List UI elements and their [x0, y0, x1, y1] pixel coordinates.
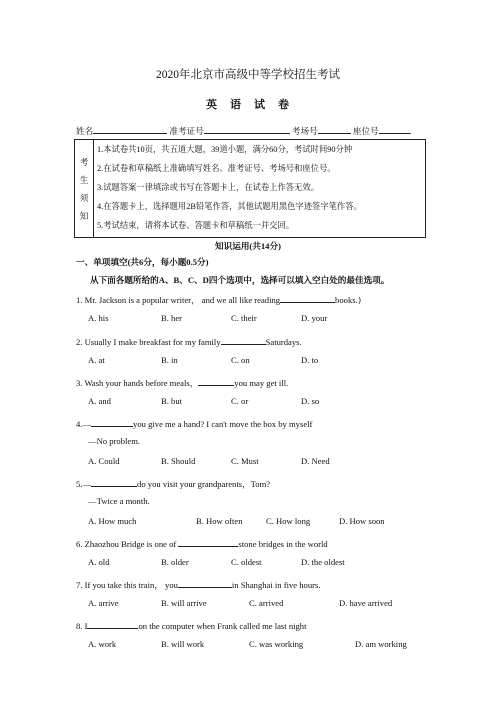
dialogue-reply: —Twice a month.	[88, 496, 150, 506]
option-d: D. your	[301, 313, 328, 323]
option-c: C. or	[231, 396, 249, 406]
question-8	[76, 619, 306, 631]
answer-blank	[198, 376, 234, 386]
question-3	[76, 376, 288, 389]
notice-head-char: 生	[79, 175, 89, 185]
option-c: C. on	[231, 355, 250, 365]
question-stem: 3. Wash your hands before meals，	[76, 378, 199, 388]
notice-line: 4.在答题卡上，选择题用2B铅笔作答，其他试题用黑色字迹签字笔作答。	[97, 202, 362, 211]
question-stem-end: in Shanghai in five hours.	[231, 580, 321, 590]
option-d: D. How soon	[339, 516, 385, 526]
option-c: C. their	[231, 313, 257, 323]
option-a: A. How much	[88, 516, 137, 526]
option-a: A. old	[88, 557, 110, 567]
option-b: B. will arrive	[161, 598, 207, 608]
paper-subtitle: 英语试卷	[206, 99, 302, 111]
seat-blank	[379, 124, 410, 134]
question-5	[76, 477, 270, 490]
option-c: C. was working	[249, 639, 304, 649]
question-stem-end: stone bridges in the world	[238, 539, 328, 549]
answer-blank	[91, 417, 133, 427]
option-d: D. am working	[355, 639, 407, 649]
answer-blank	[91, 477, 137, 487]
part-title: 知识运用(共14分)	[215, 241, 281, 251]
option-b: B. Should	[161, 456, 196, 466]
question-stem-end: you give me a hand? I can't move the box by myself	[133, 419, 313, 429]
option-a: A. arrive	[88, 598, 119, 608]
exam-id-label: 准考证号	[169, 126, 204, 136]
option-d: D. to	[301, 355, 319, 365]
answer-blank	[221, 335, 266, 345]
name-blank	[93, 124, 167, 134]
notice-line: 2.在试卷和草稿纸上准确填写姓名、准考证号、考场号和座位号。	[97, 164, 336, 173]
option-b: B. her	[161, 313, 183, 323]
question-stem: 5.—	[76, 479, 92, 489]
answer-blank	[87, 619, 138, 629]
question-stem: 7. If you take this train， you	[76, 580, 178, 590]
question-stem: 6. Zhaozhou Bridge is one of	[76, 539, 177, 549]
dialogue-reply: —No problem.	[88, 436, 141, 446]
answer-blank	[178, 537, 238, 547]
question-2	[76, 335, 302, 347]
question-4	[76, 417, 312, 429]
question-1	[76, 293, 362, 306]
option-a: A. at	[88, 355, 105, 365]
question-stem-end: do you visit your grandparents，Tom?	[137, 479, 271, 489]
option-d: D. so	[301, 396, 320, 406]
option-a: A. and	[88, 396, 111, 406]
section-heading: 一、单项填空(共6分，每小题0.5分)	[76, 257, 209, 267]
option-b: B. older	[161, 557, 189, 567]
notice-head-char: 知	[79, 211, 89, 221]
candidate-info-line	[76, 124, 412, 137]
option-b: B. How often	[196, 516, 243, 526]
option-c: C. arrived	[249, 598, 284, 608]
question-7	[76, 578, 320, 591]
notice-head-char: 考	[79, 157, 89, 167]
notice-head-char: 须	[79, 193, 89, 203]
question-stem: 8. I	[76, 621, 88, 631]
question-stem-end: Saturdays.	[265, 337, 302, 347]
question-stem: 4.—	[76, 419, 92, 429]
room-label: 考场号	[291, 126, 318, 136]
option-a: A. his	[88, 313, 109, 323]
option-b: B. will work	[161, 639, 205, 649]
option-a: A. work	[88, 639, 117, 649]
option-d: D. the oldest	[301, 557, 345, 567]
option-a: A. Could	[88, 456, 120, 466]
seat-label: 座位号	[352, 126, 379, 136]
option-b: B. but	[161, 396, 183, 406]
option-d: D. have arrived	[339, 598, 393, 608]
answer-blank	[178, 578, 232, 588]
question-stem-end: you may get ill.	[234, 378, 289, 388]
exam-id-blank	[204, 124, 290, 134]
notice-line: 5.考试结束，请将本试卷、答题卡和草稿纸一并交回。	[97, 221, 295, 230]
room-blank	[318, 124, 351, 134]
question-stem-end: books.}	[335, 295, 362, 305]
exam-title: 2020年北京市高级中等学校招生考试	[156, 69, 340, 81]
notice-line: 1.本试卷共10页，共五道大题，39道小题，满分60分，考试时间90分钟	[97, 145, 353, 154]
question-stem: 2. Usually I make breakfast for my family	[76, 337, 221, 347]
option-c: C. How long	[266, 516, 311, 526]
section-instruction: 从下面各题所给的A、B、C、D四个选项中，选择可以填入空白处的最佳选项。	[90, 275, 390, 285]
info-end-mark: .	[409, 126, 412, 136]
name-label: 姓名	[76, 126, 94, 136]
option-b: B. in	[161, 355, 178, 365]
candidate-notice-box	[74, 139, 426, 238]
answer-blank	[280, 293, 335, 303]
option-d: D. Need	[301, 456, 330, 466]
question-6	[76, 537, 328, 549]
option-c: C. oldest	[231, 557, 262, 567]
notice-heading	[75, 140, 94, 237]
option-c: C. Must	[231, 456, 259, 466]
question-stem: 1. Mr. Jackson is a popular writer， and we all like reading	[76, 295, 281, 305]
notice-line: 3.试题答案一律填涂或书写在答题卡上，在试卷上作答无效。	[97, 183, 319, 192]
question-stem-end: on the computer when Frank called me last night	[138, 621, 307, 631]
